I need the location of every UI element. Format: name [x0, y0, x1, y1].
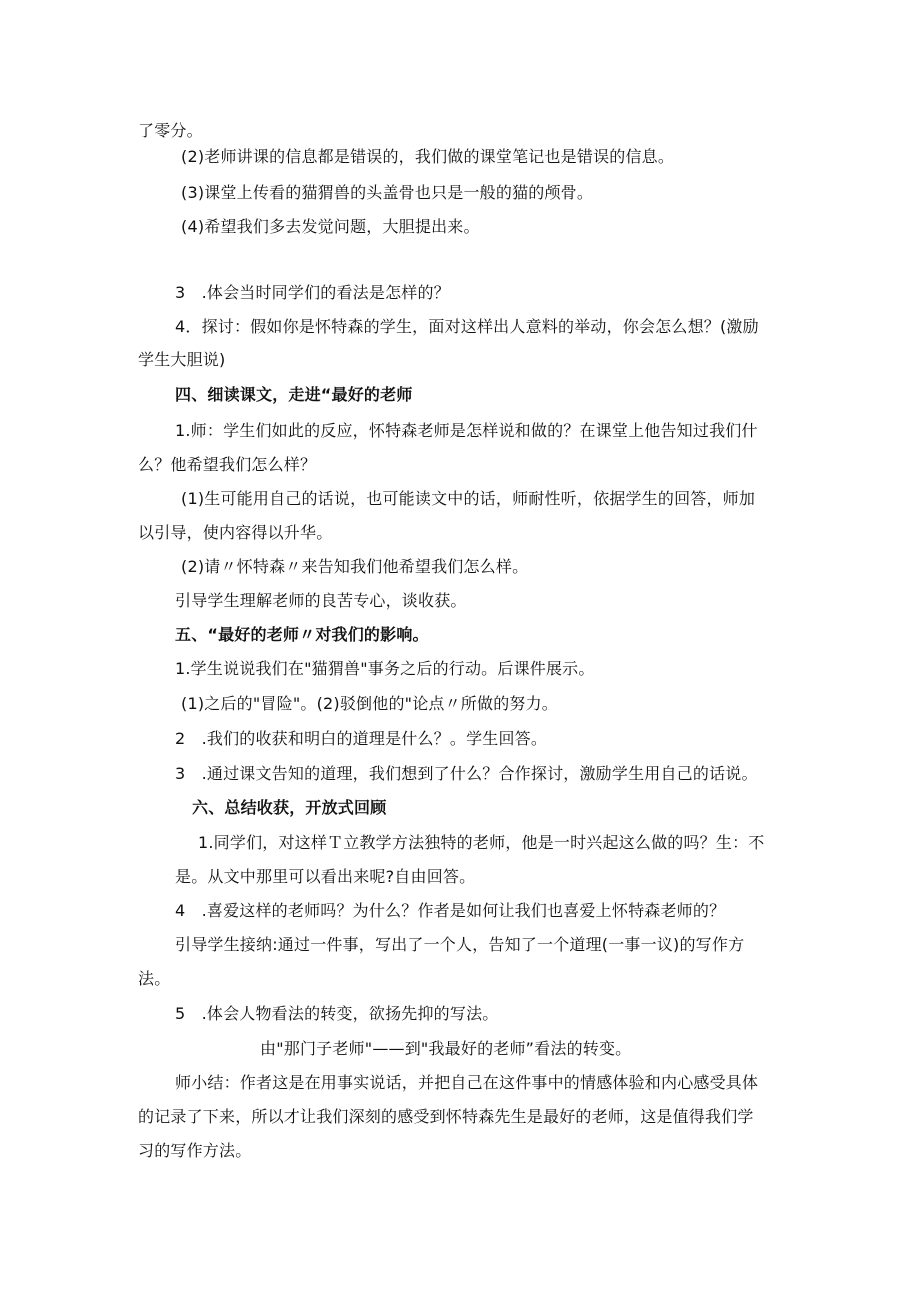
- text-line: 是。从文中那里可以看出来呢?自由回答。: [175, 867, 476, 886]
- text-line: 1.同学们，对这样Ｔ立教学方法独特的老师，他是一时兴起这么做的吗？生：不: [198, 833, 765, 852]
- text-line: (2)老师讲课的信息都是错误的，我们做的课堂笔记也是错误的信息。: [181, 147, 675, 166]
- text-line: (1)生可能用自己的话说，也可能读文中的话，师耐性听，依据学生的回答，师加: [181, 489, 756, 508]
- text-line: 引导学生理解老师的良苦专心，谈收获。: [175, 591, 467, 610]
- text-line: (2)请〃怀特森〃来告知我们他希望我们怎么样。: [181, 557, 529, 576]
- text-line: 么？他希望我们怎么样？: [138, 455, 317, 474]
- text-line: (4)希望我们多去发觉问题，大胆提出来。: [181, 217, 480, 236]
- text-line: 了零分。: [138, 121, 203, 140]
- text-line: 2 .我们的收获和明白的道理是什么？。学生回答。: [175, 729, 548, 748]
- text-line: 3 .体会当时同学们的看法是怎样的？: [175, 283, 450, 302]
- text-line: 4 .喜爱这样的老师吗？为什么？作者是如何让我们也喜爱上怀特森老师的？: [175, 901, 726, 920]
- section-heading: 五、“最好的老师〃对我们的影响。: [175, 625, 429, 644]
- text-line: 以引导，使内容得以升华。: [138, 523, 333, 542]
- text-line: 的记录了下来，所以才让我们深刻的感受到怀特森先生是最好的老师，这是值得我们学: [138, 1107, 754, 1126]
- text-line: 习的写作方法。: [138, 1141, 252, 1160]
- section-heading: 六、总结收获，开放式回顾: [192, 798, 387, 817]
- text-line: 5 .体会人物看法的转变，欲扬先抑的写法。: [175, 1004, 499, 1023]
- text-line: 学生大胆说): [138, 350, 226, 369]
- text-line: 由"那门子老师"——到"我最好的老师”看法的转变。: [260, 1039, 632, 1058]
- text-line: 3 .通过课文告知的道理，我们想到了什么？合作探讨，激励学生用自己的话说。: [175, 764, 758, 783]
- text-line: 师小结：作者这是在用事实说话，并把自己在这件事中的情感体验和内心感受具体: [175, 1073, 759, 1092]
- text-line: 引导学生接纳:通过一件事，写出了一个人，告知了一个道理(一事一议)的写作方: [175, 935, 745, 954]
- text-line: 法。: [138, 969, 171, 988]
- text-line: 4．探讨：假如你是怀特森的学生，面对这样出人意料的举动，你会怎么想？(激励: [175, 317, 759, 336]
- text-line: (1)之后的"冒险"。(2)驳倒他的"论点〃所做的努力。: [181, 694, 559, 713]
- text-line: 1.学生说说我们在"猫猬兽"事务之后的行动。后课件展示。: [175, 659, 595, 678]
- section-heading: 四、细读课文，走进“最好的老师: [175, 385, 413, 404]
- text-line: (3)课堂上传看的猫猬兽的头盖骨也只是一般的猫的颅骨。: [181, 183, 594, 202]
- text-line: 1.师：学生们如此的反应，怀特森老师是怎样说和做的？在课堂上他告知过我们什: [175, 421, 758, 440]
